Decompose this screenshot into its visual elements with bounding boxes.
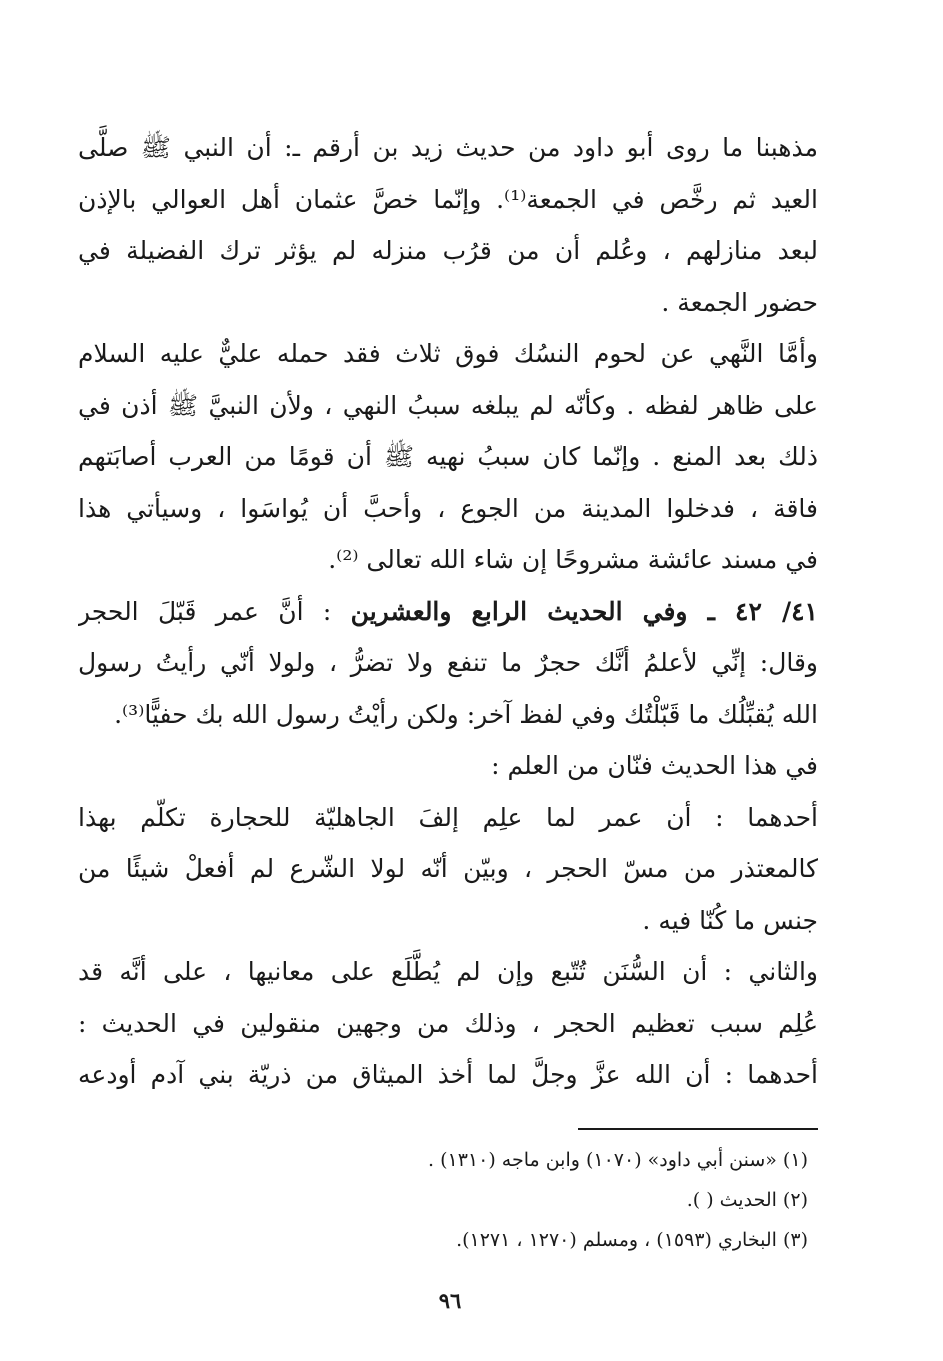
text-line: ذلك بعد المنع . وإنّما كان سببُ نهيه ﷺ أن قومًا من العرب أصابَتهم <box>78 442 818 471</box>
main-text <box>78 122 818 1101</box>
footnote: (١) «سنن أبي داود» (١٠٧٠) وابن ماجه (١٣١٠) . <box>428 1149 808 1171</box>
text-line: في هذا الحديث فنّان من العلم : <box>491 751 818 780</box>
text-line: لبعد منازلهم ، وعُلم أن من قرُب منزله لم يؤثر ترك الفضيلة في <box>78 236 818 265</box>
text-line: فاقة ، فدخلوا المدينة من الجوع ، وأحبَّ أن يُواسَوا ، وسيأتي هذا <box>78 493 818 523</box>
hadith-heading: ٤١/ ٤٢ ـ وفي الحديث الرابع والعشرين <box>350 596 818 626</box>
text-line: العيد ثم رخَّص في الجمعة⁽¹⁾. وإنّما خصَّ عثمان أهل العوالي بالإذن <box>78 184 818 214</box>
text-line: جنس ما كُنّا فيه . <box>642 905 818 935</box>
text-line: حضور الجمعة . <box>661 287 818 317</box>
text-line: مذهبنا ما روى أبو داود من حديث زيد بن أرقم ـ: أن النبي ﷺ صلَّى <box>78 133 818 162</box>
text-line: : أنَّ عمر قَبّلَ الحجر <box>78 596 332 626</box>
text-line: وقال: إنِّي لأعلمُ أنَّك حجرٌ ما تنفع ولا تضرُّ ، ولولا أنّي رأيتُ رسول <box>78 648 818 677</box>
text-line: أحدهما : أن الله عزَّ وجلَّ لما أخذ الميثاق من ذريّة بني آدم أودعه <box>78 1060 818 1089</box>
footnote: (٣) البخاري (١٥٩٣) ، ومسلم (١٢٧٠ ، ١٢٧١). <box>456 1229 808 1251</box>
text-line: على ظاهر لفظه . وكأنّه لم يبلغه سببُ النهي ، ولأن النبيَّ ﷺ أذن في <box>78 390 818 420</box>
text-line: كالمعتذر من مسّ الحجر ، وبيّن أنّه لولا الشّرع لم أفعلْ شيئًا من <box>78 854 818 883</box>
page-number: ٩٦ <box>438 1288 462 1313</box>
text-line: عُلِم سبب تعظيم الحجر ، وذلك من وجهين منقولين في الحديث : <box>78 1008 818 1038</box>
text-line: والثاني : أن السُّنَن تُتّبع وإن لم يُطَّلَع على معانيها ، على أنَّه قد <box>78 957 818 986</box>
hadith-heading-line <box>78 586 818 638</box>
footnote-separator <box>578 1128 818 1130</box>
text-line: وأمَّا النَّهي عن لحوم النسُك فوق ثلاث فقد حمله عليٌّ عليه السلام <box>78 339 818 368</box>
text-line: أحدهما : أن عمر لما علِم إلفَ الجاهليّة للحجارة تكلّم بهذا <box>78 802 818 832</box>
text-line: الله يُقبِّلُك ما قَبّلْتُك وفي لفظ آخر: ولكن رأيْتُ رسول الله بك حفيًّا⁽³⁾. <box>114 699 818 729</box>
footnote: (٢) الحديث ( ). <box>686 1189 808 1211</box>
text-line: في مسند عائشة مشروحًا إن شاء الله تعالى ⁽²⁾. <box>328 545 818 574</box>
footnotes <box>78 1140 808 1260</box>
